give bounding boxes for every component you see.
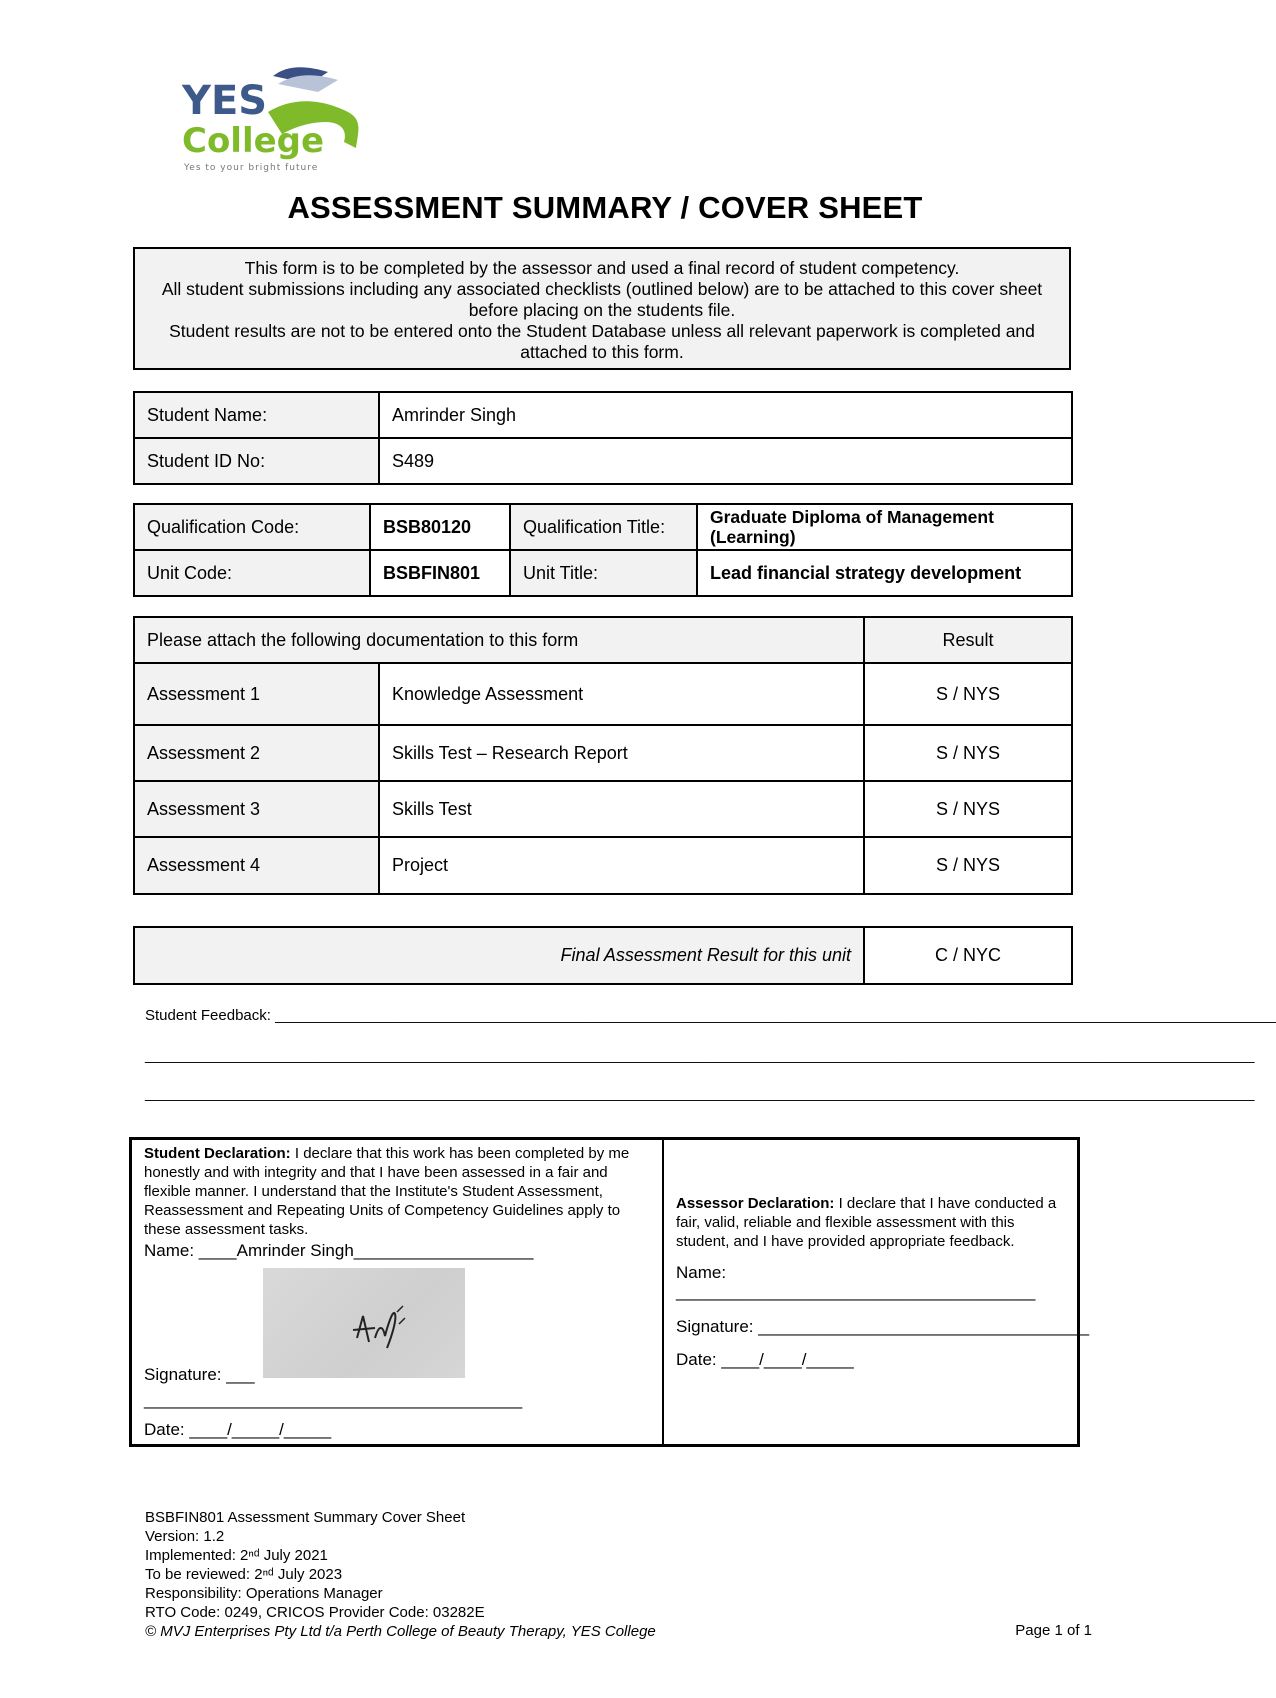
student-details-table (133, 391, 1073, 485)
table-row (134, 781, 1072, 837)
assessment-name: Skills Test (379, 781, 864, 837)
unit-title-value: Lead financial strategy development (697, 550, 1072, 596)
assessor-declaration-heading: Assessor Declaration: (676, 1195, 835, 1212)
footer-version: Version: 1.2 (145, 1528, 225, 1545)
documentation-table (133, 616, 1073, 895)
student-id-value[interactable]: S489 (379, 438, 1072, 484)
footer-review-date: To be reviewed: 2ⁿᵈ July 2023 (145, 1566, 343, 1583)
assessment-name: Project (379, 837, 864, 894)
instruction-line-3: Student results are not to be entered onto the Student Database unless all relevant paperwork is completed and attached to this form. (169, 321, 1035, 362)
footer-copyright: © MVJ Enterprises Pty Ltd t/a Perth College of Beauty Therapy, YES College (145, 1623, 656, 1640)
footer-responsibility: Responsibility: Operations Manager (145, 1585, 383, 1602)
document-footer (145, 1508, 656, 1641)
logo-text-college: College (182, 121, 325, 161)
signature-image (263, 1268, 465, 1378)
footer-doc-title: BSBFIN801 Assessment Summary Cover Sheet (145, 1509, 466, 1526)
documentation-header: Please attach the following documentation to this form (134, 617, 864, 663)
qualification-title-value: Graduate Diploma of Management (Learning) (697, 504, 1072, 550)
final-result-label: Final Assessment Result for this unit (134, 927, 864, 984)
signature-scribble (353, 1313, 395, 1348)
student-declaration-text (144, 1144, 650, 1239)
student-name-value[interactable]: Amrinder Singh (379, 392, 1072, 438)
assessor-name-label: Name: (676, 1263, 727, 1282)
student-declaration-heading: Student Declaration: (144, 1145, 291, 1162)
assessor-declaration-text (676, 1194, 1065, 1251)
yes-college-logo (178, 62, 388, 182)
logo-text-yes: YES (182, 78, 268, 124)
qualification-code-label: Qualification Code: (134, 504, 370, 550)
assessor-declaration-body: I declare that I have conducted a fair, valid, reliable and flexible assessment with this student, and I have provided appropriate feedback. (676, 1195, 1057, 1250)
assessment-result[interactable]: S / NYS (864, 663, 1072, 725)
student-feedback-label: Student Feedback: (145, 1007, 271, 1024)
assessment-label: Assessment 1 (134, 663, 379, 725)
student-feedback-line-1[interactable] (145, 1007, 1276, 1024)
footer-implemented: Implemented: 2ⁿᵈ July 2021 (145, 1547, 328, 1564)
page-number: Page 1 of 1 (1015, 1622, 1092, 1639)
table-row (134, 725, 1072, 781)
qualification-code-value: BSB80120 (370, 504, 510, 550)
assessor-declaration (664, 1140, 1090, 1444)
assessor-name-line[interactable]: ______________________________________ (676, 1282, 1036, 1301)
unit-code-value: BSBFIN801 (370, 550, 510, 596)
assessment-label: Assessment 4 (134, 837, 379, 894)
assessment-result[interactable]: S / NYS (864, 837, 1072, 894)
assessment-label: Assessment 3 (134, 781, 379, 837)
qualification-table (133, 503, 1073, 597)
student-declaration-body: I declare that this work has been completed by me honestly and with integrity and that I have been assessed in a fair and flexible manner. I understand that the Institute's Student Assessment, Reassessment and Repeating Units of Competency Guidelines apply to these assessment tasks. (144, 1145, 630, 1238)
assessment-name: Skills Test – Research Report (379, 725, 864, 781)
student-date-field[interactable]: Date: ____/_____/_____ (144, 1420, 332, 1439)
instructions-box (133, 247, 1071, 370)
feedback-underline-1: ________________________________________________________________________________________________________________________ (275, 1007, 1276, 1024)
instruction-line-2: All student submissions including any associated checklists (outlined below) are to be attached to this cover sheet before placing on the students file. (161, 279, 1043, 320)
assessment-label: Assessment 2 (134, 725, 379, 781)
student-name-line[interactable] (144, 1241, 650, 1260)
student-declaration (132, 1140, 664, 1444)
student-name-label: Student Name: (134, 392, 379, 438)
assessment-result[interactable]: S / NYS (864, 725, 1072, 781)
student-signature-label[interactable]: Signature: ___ (144, 1365, 255, 1384)
unit-title-label: Unit Title: (510, 550, 697, 596)
page-title: ASSESSMENT SUMMARY / COVER SHEET (287, 190, 923, 225)
student-decl-name-label: Name (144, 1241, 190, 1260)
unit-code-label: Unit Code: (134, 550, 370, 596)
table-row (134, 663, 1072, 725)
student-decl-name-value: : ____Amrinder Singh___________________ (189, 1241, 534, 1260)
student-feedback-line-2[interactable]: _____________________________________________________________________________________________________________________________________ (145, 1047, 1255, 1064)
assessment-result[interactable]: S / NYS (864, 781, 1072, 837)
instruction-line-1: This form is to be completed by the assessor and used a final record of student competency. (244, 258, 960, 278)
logo-tagline: Yes to your bright future (184, 163, 319, 173)
final-result-value[interactable]: C / NYC (864, 927, 1072, 984)
student-feedback-line-3[interactable]: _____________________________________________________________________________________________________________________________________ (145, 1085, 1255, 1102)
student-id-label: Student ID No: (134, 438, 379, 484)
qualification-title-label: Qualification Title: (510, 504, 697, 550)
final-result-table (133, 926, 1073, 985)
student-signature-line: ________________________________________ (144, 1390, 523, 1409)
assessment-name: Knowledge Assessment (379, 663, 864, 725)
table-row (134, 837, 1072, 894)
assessor-signature-field[interactable]: Signature: ___________________________________ (676, 1317, 1090, 1336)
declarations-box (129, 1137, 1090, 1447)
assessor-date-field[interactable]: Date: ____/____/_____ (676, 1350, 854, 1369)
result-header: Result (864, 617, 1072, 663)
footer-rto-code: RTO Code: 0249, CRICOS Provider Code: 03282E (145, 1604, 485, 1621)
